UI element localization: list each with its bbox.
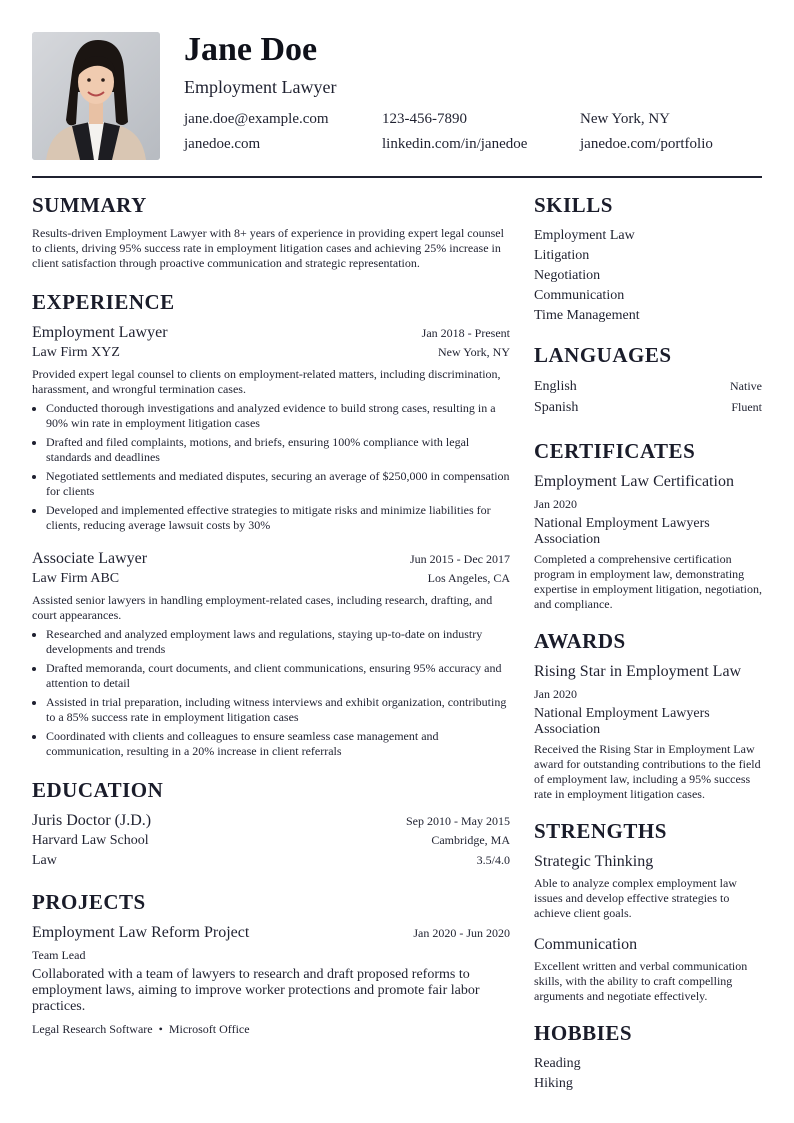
language-level: Native [730,379,762,393]
strength-name: Strategic Thinking [534,853,654,870]
experience-section [32,289,510,759]
hobbies-section [534,1020,762,1094]
strengths-heading: STRENGTHS [534,819,667,843]
left-column [32,192,510,1053]
job-bullet: • Drafted memoranda, court documents, and client communications, ensuring 95% accuracy and attention to detail [46,661,510,691]
skill-item: Employment Law [534,228,635,243]
portrait-image [32,32,160,160]
project-role: Team Lead [32,948,86,962]
job-bullet: • Developed and implemented effective strategies to mitigate risks and minimize liabilities for clients, reducing average lawsuit costs by 30% [46,503,510,533]
degree: Juris Doctor (J.D.) [32,812,152,829]
project-dates: Jan 2020 - Jun 2020 [413,926,510,940]
language-level: Fluent [731,400,762,414]
job-bullet: • Researched and analyzed employment laws and regulations, staying up-to-date on industry developments and trends [46,627,510,657]
hobby-item: Reading [534,1056,581,1071]
contact-email[interactable]: jane.doe@example.com [184,111,329,127]
award-name: Rising Star in Employment Law [534,663,742,680]
job-location: New York, NY [437,345,510,359]
strength-item [534,852,762,921]
languages-section [534,342,762,418]
project-tools [32,1021,510,1037]
job-dates: Jan 2018 - Present [421,326,510,340]
hobbies-heading: HOBBIES [534,1021,633,1045]
project-name: Employment Law Reform Project [32,924,250,941]
job-bullets [32,627,510,759]
education-heading: EDUCATION [32,778,164,802]
awards-heading: AWARDS [534,629,626,653]
language-item [534,376,762,397]
languages-heading: LANGUAGES [534,343,672,367]
school-location: Cambridge, MA [431,833,510,847]
job-bullets [32,401,510,533]
certificates-heading: CERTIFICATES [534,439,696,463]
job-location: Los Angeles, CA [427,571,510,585]
award-date: Jan 2020 [534,687,577,701]
job-bullet: • Conducted thorough investigations and analyzed evidence to build strong cases, resulting in a 90% win rate in employment litigation cases [46,401,510,431]
skill-item: Time Management [534,308,640,323]
candidate-role: Employment Lawyer [184,77,337,97]
field-of-study: Law [32,853,57,868]
skills-heading: SKILLS [534,193,613,217]
summary-section [32,192,510,271]
award-description: Received the Rising Star in Employment Law award for outstanding contributions to the field of employment law, including a 95% success rate in employment litigation cases. [534,742,761,801]
job-description: Assisted senior lawyers in handling employment-related cases, including research, drafting, and court appearances. [32,593,493,622]
job-description: Provided expert legal counsel to clients on employment-related matters, including discrimination, harassment, and wrongful termination cases. [32,367,501,396]
certificate-issuer: National Employment Lawyers Association [534,516,710,547]
certificate-date: Jan 2020 [534,497,577,511]
language-name: English [534,379,577,394]
strength-description: Able to analyze complex employment law issues and develop effective strategies to achieve client goals. [534,876,737,920]
tool-separator: • [158,1022,163,1036]
project-description: Collaborated with a team of lawyers to research and draft proposed reforms to employment laws, aiming to improve worker protections and promote fair labor practices. [32,967,480,1014]
language-item [534,397,762,418]
strength-item [534,935,762,1004]
header-divider [32,176,762,178]
job-title: Associate Lawyer [32,550,148,567]
education-dates: Sep 2010 - May 2015 [406,814,510,828]
projects-section [32,889,510,1037]
certificate-description: Completed a comprehensive certification program in employment law, demonstrating expertise in employment litigation, negotiation, and compliance. [534,552,762,611]
school-name: Harvard Law School [32,833,149,848]
award-issuer: National Employment Lawyers Association [534,706,710,737]
project-tool: Legal Research Software [32,1022,153,1036]
language-name: Spanish [534,400,579,415]
strengths-section [534,818,762,1004]
strength-description: Excellent written and verbal communication skills, with the ability to craft compelling arguments and negotiate effectively. [534,959,748,1003]
candidate-name: Jane Doe [184,31,318,68]
contact-portfolio[interactable]: janedoe.com/portfolio [580,136,713,152]
skill-item: Litigation [534,248,590,263]
education-section [32,777,510,871]
skill-item: Negotiation [534,268,601,283]
summary-text: Results-driven Employment Lawyer with 8+ years of experience in providing expert legal counsel to clients, driving 95% success rate in employment litigation cases and achieving 25% increase in client satisfaction through proactive communication and strategic representation. [32,226,504,270]
strength-name: Communication [534,936,638,953]
summary-heading: SUMMARY [32,193,147,217]
profile-photo [32,32,160,160]
company-name: Law Firm XYZ [32,345,120,360]
experience-heading: EXPERIENCE [32,290,175,314]
contact-linkedin[interactable]: linkedin.com/in/janedoe [382,136,528,152]
right-column [534,192,762,1110]
job-bullet: • Negotiated settlements and mediated disputes, securing an average of $250,000 in compensation for clients [46,469,510,499]
experience-item [32,323,510,533]
project-tool: Microsoft Office [168,1022,250,1036]
contact-phone[interactable]: 123-456-7890 [382,111,467,127]
certificates-section [534,438,762,612]
company-name: Law Firm ABC [32,571,120,586]
job-bullet: • Assisted in trial preparation, including witness interviews and exhibit organization, contributing to a 85% success rate in employment litigation cases [46,695,510,725]
certificate-name: Employment Law Certification [534,473,734,490]
hobby-item: Hiking [534,1076,573,1091]
gpa: 3.5/4.0 [476,853,510,867]
skill-item: Communication [534,288,625,303]
contact-website[interactable]: janedoe.com [184,136,261,152]
projects-heading: PROJECTS [32,890,146,914]
job-title: Employment Lawyer [32,324,168,341]
job-bullet: • Coordinated with clients and colleagues to ensure seamless case management and communication, resulting in a 20% increase in client referrals [46,729,510,759]
experience-item [32,549,510,759]
awards-section [534,628,762,802]
job-bullet: • Drafted and filed complaints, motions, and briefs, ensuring 100% compliance with legal standards and deadlines [46,435,510,465]
job-dates: Jun 2015 - Dec 2017 [410,552,510,566]
skills-section [534,192,762,326]
contact-location: New York, NY [580,111,671,127]
